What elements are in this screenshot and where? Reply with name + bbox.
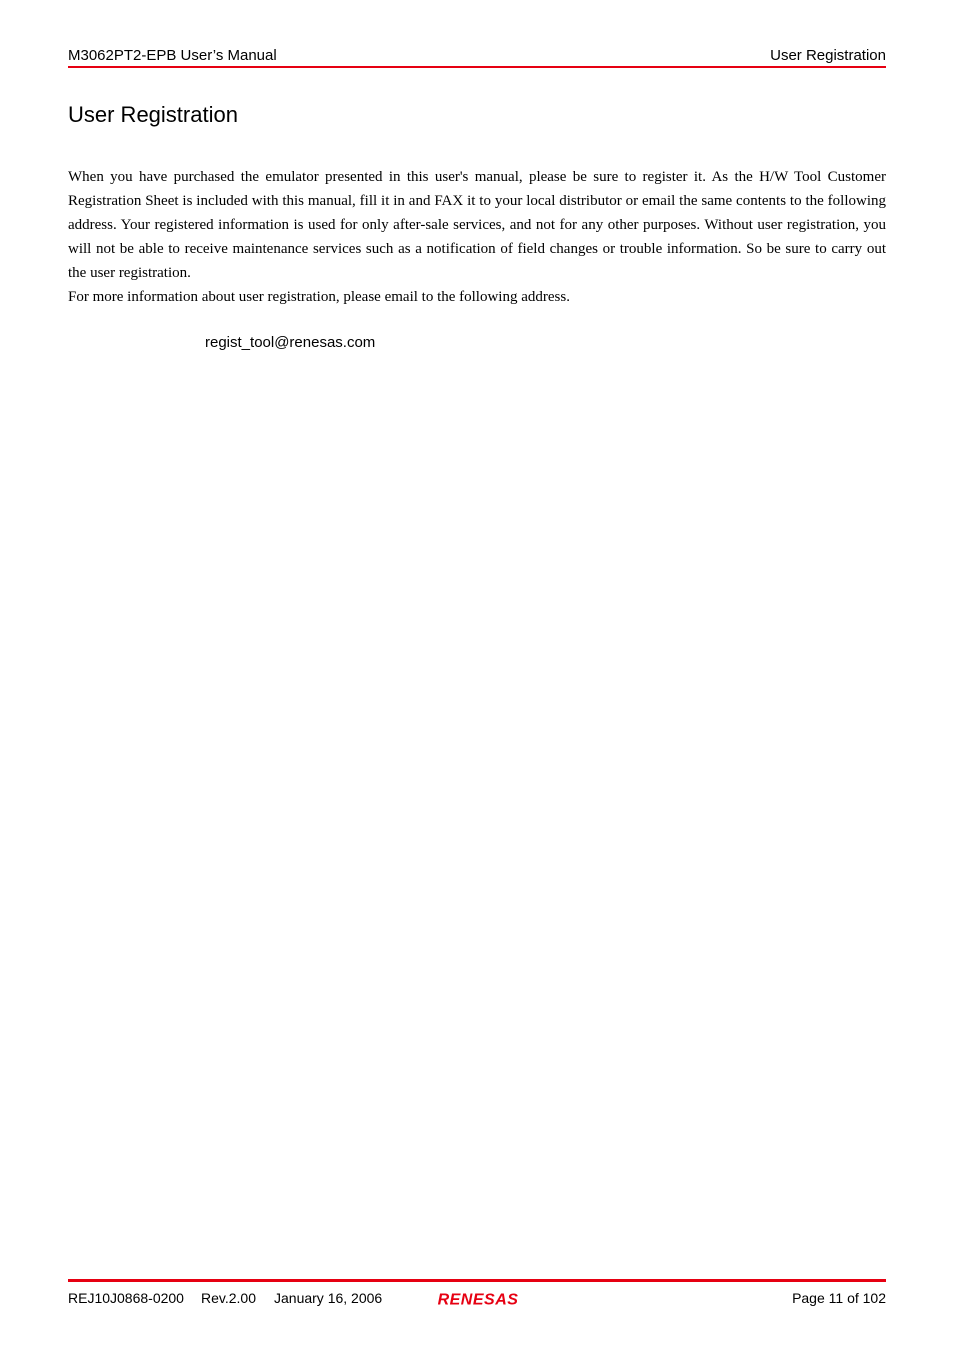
footer-rule <box>68 1279 886 1282</box>
page-footer <box>68 1290 886 1310</box>
page-number: Page 11 of 102 <box>792 1290 886 1306</box>
document-id: REJ10J0868-0200 <box>68 1290 184 1306</box>
registration-email: regist_tool@renesas.com <box>205 334 376 351</box>
page-title: User Registration <box>68 102 238 127</box>
registration-paragraph: When you have purchased the emulator presented in this user's manual, please be sure to register it. As the H/W Tool Customer Registration Sheet is included with this manual, fill it in and FAX it to your local distributor or email the same contents to the following address. Your registered information is used for only after-sale services, and not for any other purposes. Without user registration, you will not be able to receive maintenance services such as a notification of field changes or trouble information. So be sure to carry out the user registration. <box>68 169 886 281</box>
page-header <box>68 46 886 68</box>
publication-date: January 16, 2006 <box>274 1290 383 1306</box>
renesas-logo-icon <box>422 1290 534 1308</box>
more-info-paragraph: For more information about user registration, please email to the following address. <box>68 289 570 305</box>
logo-text: RENESAS <box>437 1291 519 1308</box>
body-text <box>68 165 886 309</box>
section-title: User Registration <box>770 47 886 64</box>
manual-title: M3062PT2-EPB User’s Manual <box>68 47 277 64</box>
revision: Rev.2.00 <box>201 1290 256 1306</box>
